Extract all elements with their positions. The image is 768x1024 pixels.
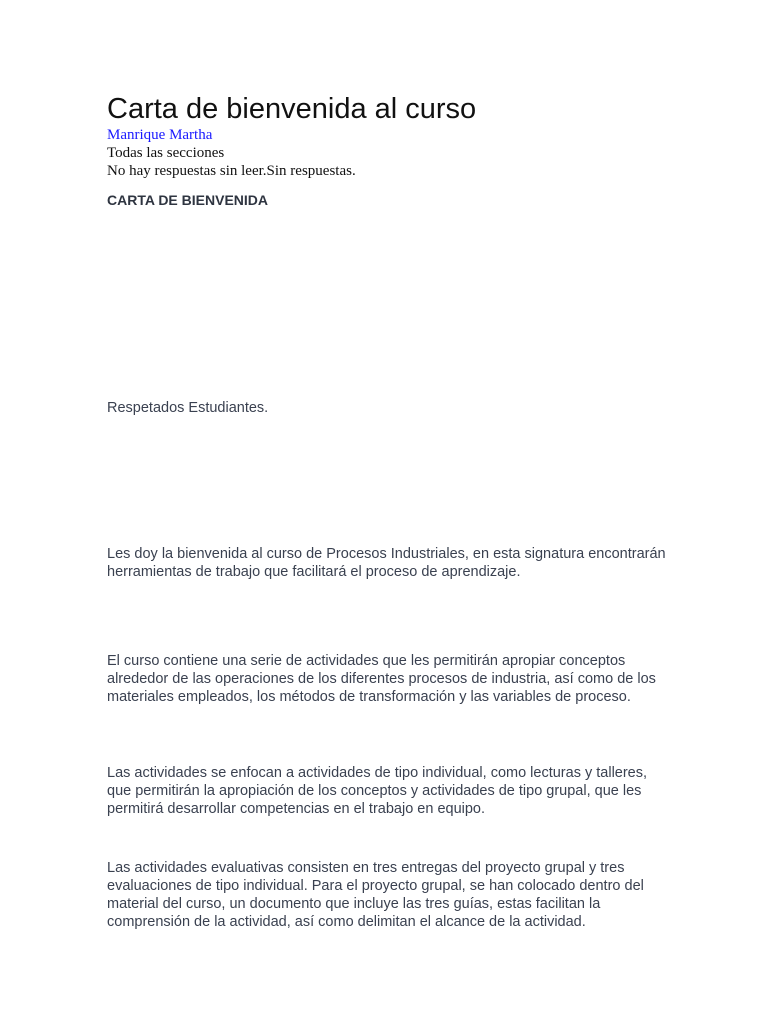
letter-paragraph-welcome: Les doy la bienvenida al curso de Procesos Industriales, en esta signatura encontrarán herramientas de trabajo que facilitará el proceso de aprendizaje. bbox=[107, 546, 666, 580]
letter-paragraph-evaluations: Las actividades evaluativas consisten en tres entregas del proyecto grupal y tres evaluaciones de tipo individual. Para el proyecto grupal, se han colocado dentro del material del curso, un documento que incluye las tres guías, estas facilitan la comprensión de la actividad, así como delimitan el alcance de la actividad. bbox=[107, 860, 644, 930]
letter-greeting: Respetados Estudiantes. bbox=[107, 400, 269, 416]
author-link[interactable]: Manrique Martha bbox=[107, 127, 213, 143]
letter-heading: CARTA DE BIENVENIDA bbox=[107, 192, 269, 208]
sections-label: Todas las secciones bbox=[107, 145, 225, 161]
letter-paragraph-activities: Las actividades se enfocan a actividades de tipo individual, como lecturas y talleres, que permitirán la apropiación de los conceptos y actividades de tipo grupal, que les permitirá desarrollar competencias en el trabajo en equipo. bbox=[107, 765, 648, 817]
letter-paragraph-course-content: El curso contiene una serie de actividades que les permitirán apropiar conceptos alrededor de las operaciones de los diferentes procesos de industria, así como de los materiales empleados, los métodos de transformación y las variables de proceso. bbox=[107, 653, 656, 705]
page-title: Carta de bienvenida al curso bbox=[107, 93, 477, 125]
replies-status: No hay respuestas sin leer.Sin respuestas. bbox=[107, 163, 356, 179]
